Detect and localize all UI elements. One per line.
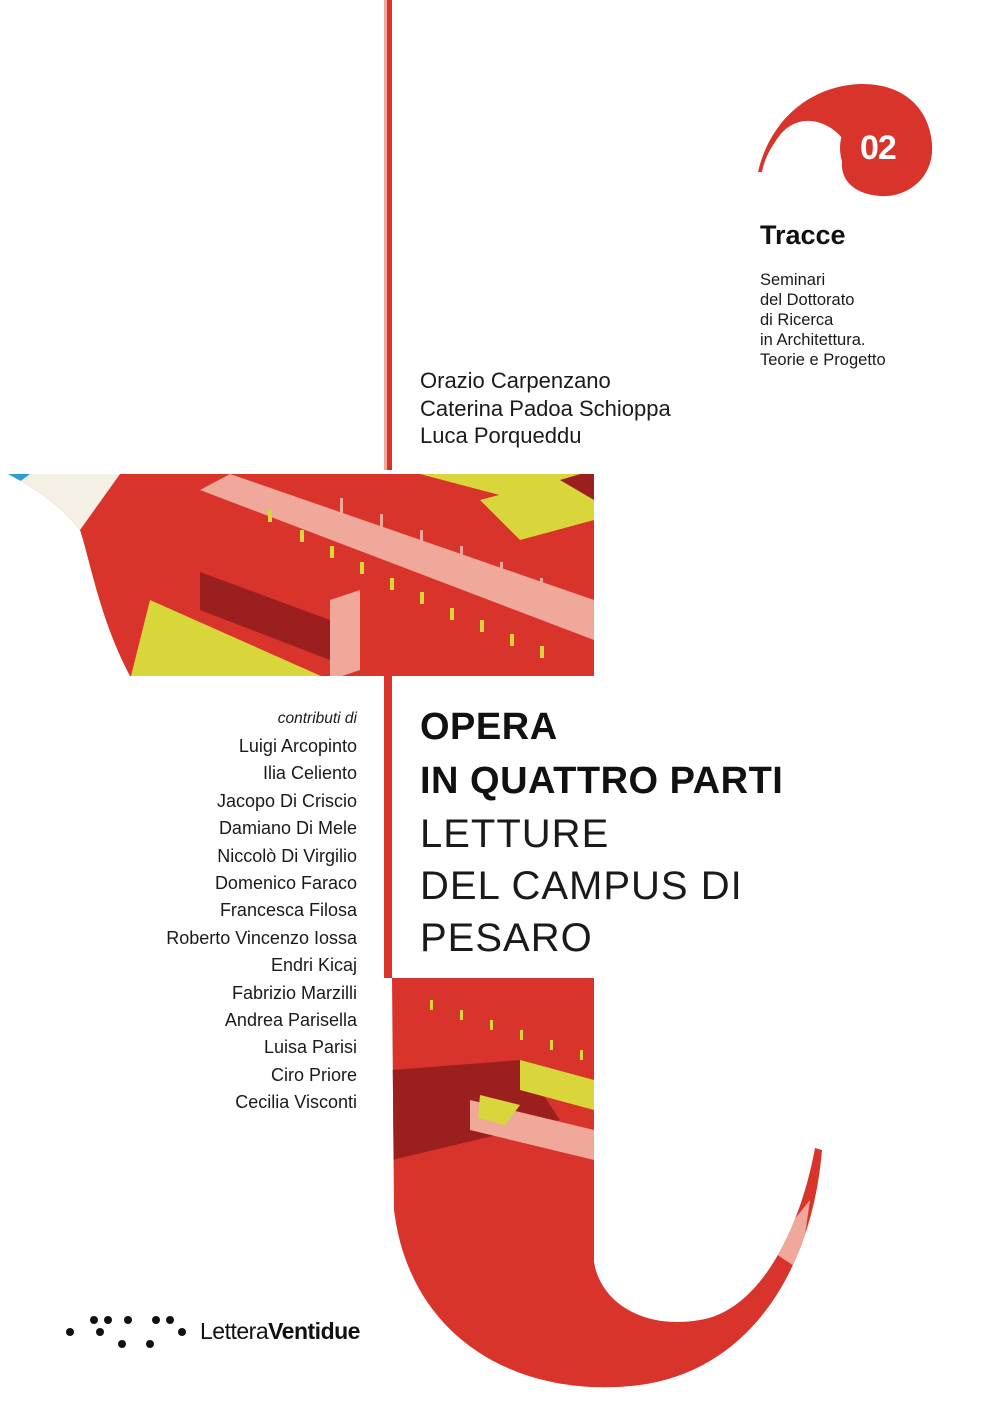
contributor-name: Cecilia Visconti xyxy=(235,1092,357,1113)
publisher-name xyxy=(200,1318,360,1345)
contributor-name: Jacopo Di Criscio xyxy=(216,790,357,811)
title-line-bold: OPERA xyxy=(420,706,558,748)
contributor-name: Endri Kicaj xyxy=(270,955,357,976)
subtitle-line: PESARO xyxy=(420,916,593,960)
contributors-list xyxy=(166,708,357,1117)
author-name: Luca Porqueddu xyxy=(420,423,582,448)
top-stripe xyxy=(384,0,392,470)
contributors-intro: contributi di xyxy=(277,710,357,727)
publisher-name-regular: Lettera xyxy=(200,1318,269,1344)
series-desc-line: in Architettura. xyxy=(760,331,866,349)
title-line-bold: IN QUATTRO PARTI xyxy=(420,760,784,802)
contributor-name: Domenico Faraco xyxy=(214,873,357,894)
contributor-name: Andrea Parisella xyxy=(224,1010,357,1031)
contributor-name: Ilia Celiento xyxy=(262,763,357,784)
middle-stripe xyxy=(384,676,392,978)
contributor-name: Niccolò Di Virgilio xyxy=(217,845,357,866)
publisher-name-bold: Ventidue xyxy=(268,1318,360,1344)
contributor-name: Roberto Vincenzo Iossa xyxy=(166,927,357,948)
series-number: 02 xyxy=(860,129,896,167)
publisher-logo xyxy=(66,1312,386,1356)
lower-stem xyxy=(380,970,840,1400)
contributor-name: Francesca Filosa xyxy=(219,900,357,921)
author-name: Caterina Padoa Schioppa xyxy=(420,395,671,421)
contributor-name: Fabrizio Marzilli xyxy=(231,982,357,1003)
contributor-name: Damiano Di Mele xyxy=(218,818,357,839)
series-desc-line: di Ricerca xyxy=(760,311,834,329)
dot-pattern-logo-icon xyxy=(66,1312,190,1356)
series-description xyxy=(760,270,886,370)
contributor-name: Ciro Priore xyxy=(270,1064,357,1085)
book-title xyxy=(420,700,783,964)
contributor-name: Luigi Arcopinto xyxy=(238,736,357,756)
series-name: Tracce xyxy=(760,220,846,250)
authors-list xyxy=(420,367,671,450)
author-name: Orazio Carpenzano xyxy=(420,368,611,393)
subtitle-line: LETTURE xyxy=(420,812,610,856)
series-desc-line: del Dottorato xyxy=(760,291,855,309)
horizontal-band xyxy=(0,470,600,680)
series-desc-line: Seminari xyxy=(760,271,826,289)
contributor-name: Luisa Parisi xyxy=(263,1037,357,1058)
series-desc-line: Teorie e Progetto xyxy=(760,351,886,369)
subtitle-line: DEL CAMPUS DI xyxy=(420,864,743,908)
